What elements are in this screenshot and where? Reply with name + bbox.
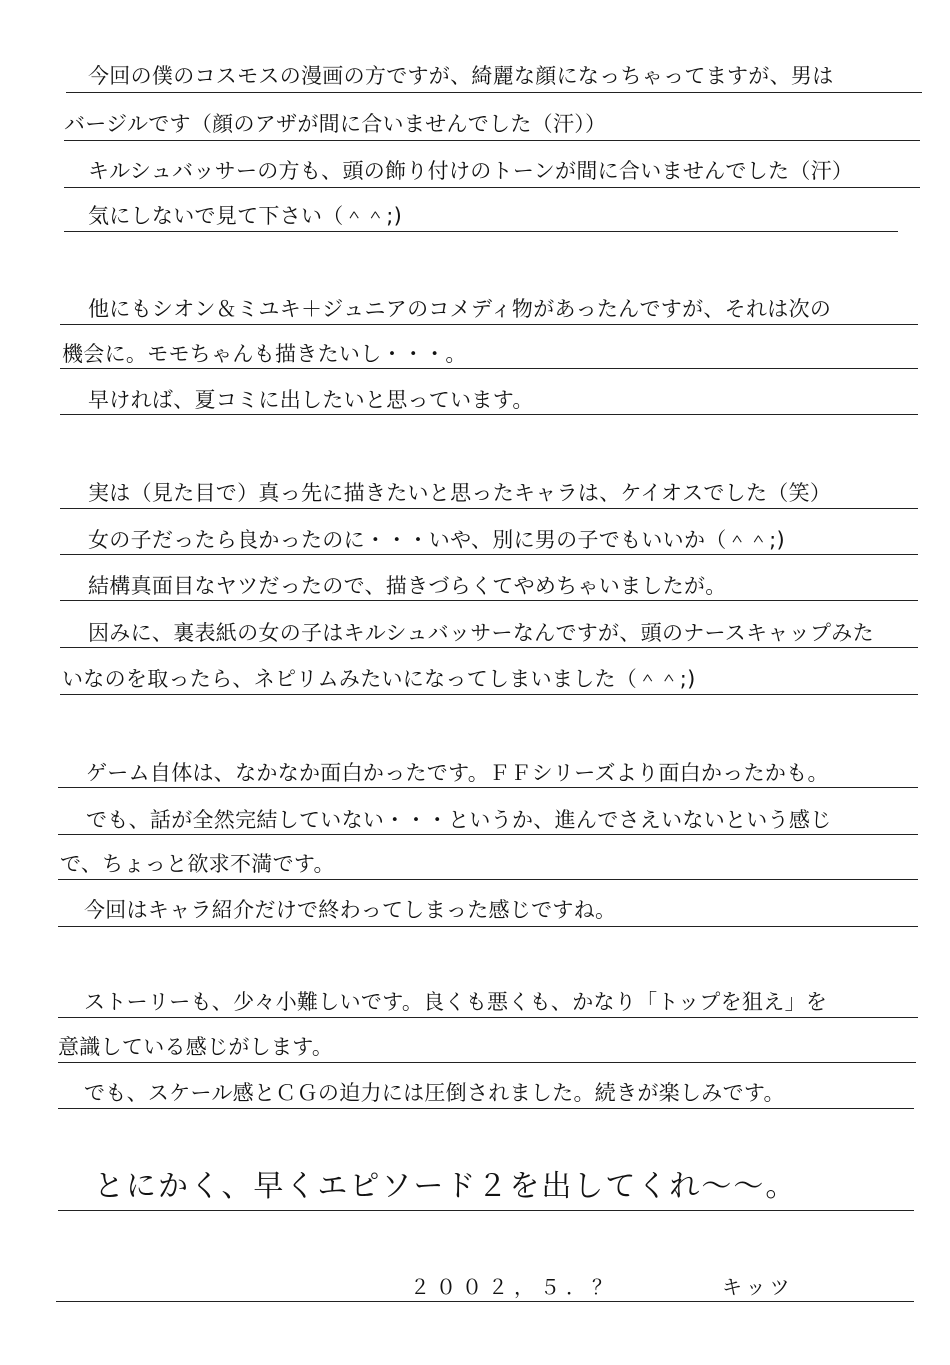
ruled-line xyxy=(60,508,918,509)
text-line: 実は（見た目で）真っ先に描きたいと思ったキャラは、ケイオスでした（笑） xyxy=(88,481,832,505)
ruled-line xyxy=(64,140,920,141)
ruled-line xyxy=(64,187,920,188)
text-line: で、ちょっと欲求不満です。 xyxy=(60,852,335,876)
ruled-line xyxy=(58,926,918,927)
ruled-line xyxy=(60,647,918,648)
ruled-line xyxy=(58,787,918,788)
ruled-line xyxy=(60,414,918,415)
text-line: 女の子だったら良かったのに・・・いや、別に男の子でもいいか（＾＾;) xyxy=(88,528,786,552)
text-line: 意識している感じがします。 xyxy=(58,1035,334,1059)
ruled-line xyxy=(58,1062,916,1063)
text-line: 他にもシオン＆ミユキ＋ジュニアのコメディ物があったんですが、それは次の xyxy=(88,297,832,321)
text-line: ストーリーも、少々小難しいです。良くも悪くも、かなり「トップを狙え」を xyxy=(84,990,828,1014)
ruled-line xyxy=(58,879,918,880)
ruled-line xyxy=(66,92,922,93)
text-line: でも、スケール感とＣＧの迫力には圧倒されました。続きが楽しみです。 xyxy=(84,1081,785,1105)
text-line: でも、話が全然完結していない・・・というか、進んでさえいないという感じ xyxy=(86,808,832,832)
ruled-line xyxy=(58,834,918,835)
ruled-line xyxy=(58,1108,914,1109)
text-line: 気にしないで見て下さい（＾＾;) xyxy=(88,204,403,228)
ruled-line xyxy=(56,1301,914,1302)
date-text: ２００２，５．？ xyxy=(410,1275,618,1299)
text-line: いなのを取ったら、ネピリムみたいになってしまいました（＾＾;) xyxy=(62,667,696,691)
ruled-line xyxy=(58,1017,918,1018)
text-line: 今回はキャラ紹介だけで終わってしまった感じですね。 xyxy=(84,898,617,922)
ruled-line xyxy=(60,324,918,325)
ruled-line xyxy=(64,231,898,232)
ruled-line xyxy=(60,368,918,369)
text-line: キルシュバッサーの方も、頭の飾り付けのトーンが間に合いませんでした（汗） xyxy=(88,159,854,183)
text-line: 今回の僕のコスモスの漫画の方ですが、綺麗な顔になっちゃってますが、男は xyxy=(88,64,834,88)
text-line: ゲーム自体は、なかなか面白かったです。ＦＦシリーズより面白かったかも。 xyxy=(86,761,829,785)
text-line: 結構真面目なヤツだったので、描きづらくてやめちゃいましたが。 xyxy=(88,574,727,598)
text-line: 因みに、裏表紙の女の子はキルシュバッサーなんですが、頭のナースキャップみた xyxy=(88,621,874,645)
ruled-line xyxy=(60,694,918,695)
text-line: バージルです（顔のアザが間に合いませんでした（汗）） xyxy=(64,112,607,136)
ruled-line xyxy=(60,600,918,601)
closing-line: とにかく、早くエピソード２を出してくれ〜〜。 xyxy=(94,1169,798,1204)
signature-text: キッツ xyxy=(722,1275,794,1299)
ruled-line xyxy=(58,1210,914,1211)
ruled-line xyxy=(60,554,918,555)
text-line: 早ければ、夏コミに出したいと思っています。 xyxy=(88,388,534,412)
text-line: 機会に。モモちゃんも描きたいし・・・。 xyxy=(62,342,467,366)
